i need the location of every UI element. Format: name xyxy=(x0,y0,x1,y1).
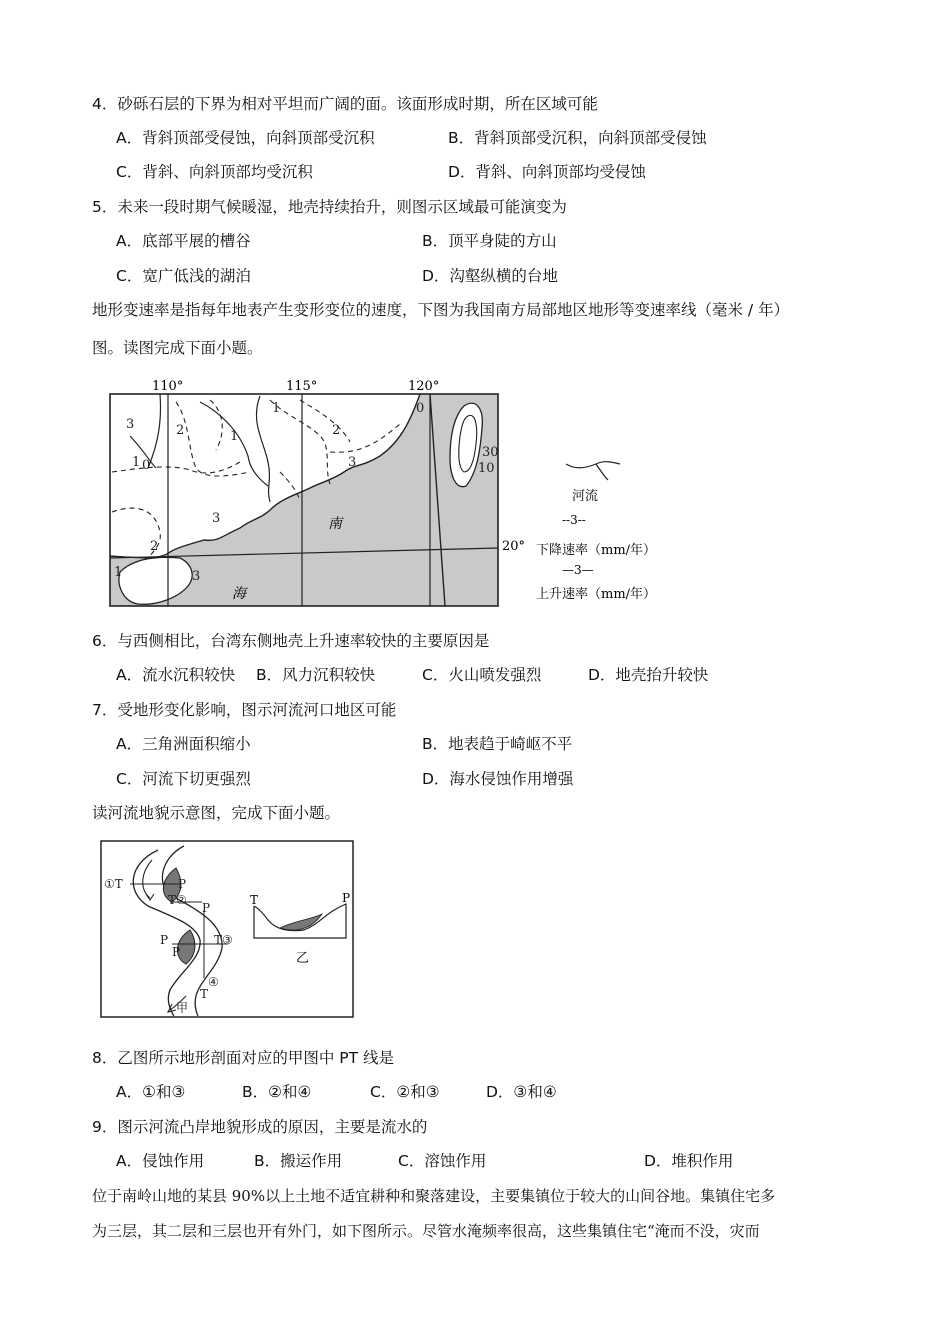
contour-label: 3 xyxy=(348,455,357,470)
jia-label: 甲 xyxy=(176,1001,189,1015)
p-label: P xyxy=(202,901,211,915)
q4-option-b: B．背斜顶部受沉积，向斜顶部受侵蚀 xyxy=(448,129,707,147)
q8-option-b: B．②和④ xyxy=(242,1083,312,1101)
q6-option-b: B．风力沉积较快 xyxy=(256,666,376,684)
q5-option-a: A．底部平展的槽谷 xyxy=(116,232,251,250)
contour-label: 2 xyxy=(176,423,185,438)
q5-option-d: D．沟壑纵横的台地 xyxy=(422,267,558,285)
pt-label-1: ①T xyxy=(104,877,123,891)
q7-stem: 7．受地形变化影响，图示河流河口地区可能 xyxy=(92,701,397,719)
q7-option-c: C．河流下切更强烈 xyxy=(116,770,251,788)
p-label: P xyxy=(160,933,169,947)
yi-label: 乙 xyxy=(296,951,310,966)
p-label: P xyxy=(178,877,187,891)
q9-option-b: B．搬运作用 xyxy=(254,1152,343,1170)
p-label: P xyxy=(172,945,181,959)
lon-120-label: 120° xyxy=(408,379,440,394)
contour-label: 30 xyxy=(482,445,499,460)
contour-label: 2 xyxy=(332,423,341,438)
q8-option-a: A．①和③ xyxy=(116,1083,186,1101)
q7-option-d: D．海水侵蚀作用增强 xyxy=(422,770,574,788)
q9-option-a: A．侵蚀作用 xyxy=(116,1152,205,1170)
t-label: T xyxy=(250,893,259,907)
q6-option-d: D．地壳抬升较快 xyxy=(588,666,709,684)
t-label: T xyxy=(200,987,209,1001)
contour-label: 0 xyxy=(142,458,151,473)
legend-rise-label: 上升速率（mm/年） xyxy=(536,587,657,602)
river-landform-figure xyxy=(100,840,356,1020)
pt-label-3: T③ xyxy=(214,933,233,947)
q4-stem: 4．砂砾石层的下界为相对平坦而广阔的面。该面形成时期，所在区域可能 xyxy=(92,95,598,113)
q4-option-d: D．背斜、向斜顶部均受侵蚀 xyxy=(448,163,646,181)
contour-label: 10 xyxy=(478,461,495,476)
q7-option-b: B．地表趋于崎岖不平 xyxy=(422,735,573,753)
lat-20-label: 20° xyxy=(502,539,526,554)
contour-label: 3 xyxy=(212,511,221,526)
contour-label: 0 xyxy=(416,401,425,416)
q4-option-a: A．背斜顶部受侵蚀，向斜顶部受沉积 xyxy=(116,129,375,147)
intro-nanling-line1: 位于南岭山地的某县 90%以上土地不适宜耕种和聚落建设，主要集镇位于较大的山间谷地。集镇住宅多 xyxy=(92,1187,776,1205)
lon-110-label: 110° xyxy=(152,379,184,394)
p-label: P xyxy=(342,891,351,905)
contour-label: 1 xyxy=(272,401,281,416)
sea-label-sea: 海 xyxy=(232,586,246,602)
q8-option-d: D．③和④ xyxy=(486,1083,557,1101)
legend-rise-symbol: —3— xyxy=(562,563,594,577)
legend-fall-label: 下降速率（mm/年） xyxy=(536,543,657,558)
deformation-rate-map xyxy=(100,372,680,612)
legend-river-icon xyxy=(566,462,620,480)
pt-label-4: ④ xyxy=(208,975,219,989)
q5-stem: 5．未来一段时期气候暖湿，地壳持续抬升，则图示区域最可能演变为 xyxy=(92,198,567,216)
contour-label: 3 xyxy=(192,569,201,584)
q7-option-a: A．三角洲面积缩小 xyxy=(116,735,251,753)
contour-label: 1 xyxy=(132,455,141,470)
intro-deformation-line1: 地形变速率是指每年地表产生变形变位的速度，下图为我国南方局部地区地形等变速率线（毫米 / 年） xyxy=(92,301,790,319)
q6-option-a: A．流水沉积较快 xyxy=(116,666,236,684)
intro-deformation-line2: 图。读图完成下面小题。 xyxy=(92,339,263,357)
q4-option-c: C．背斜、向斜顶部均受沉积 xyxy=(116,163,313,181)
intro-river-figure: 读河流地貌示意图，完成下面小题。 xyxy=(92,804,341,822)
contour-label: 1 xyxy=(230,429,239,444)
lon-115-label: 115° xyxy=(286,379,318,394)
legend-fall-symbol: --3-- xyxy=(562,513,586,527)
sea-label-south: 南 xyxy=(328,516,342,532)
q9-option-d: D．堆积作用 xyxy=(644,1152,734,1170)
q5-option-c: C．宽广低浅的湖泊 xyxy=(116,267,251,285)
q8-option-c: C．②和③ xyxy=(370,1083,440,1101)
q8-stem: 8．乙图所示地形剖面对应的甲图中 PT 线是 xyxy=(92,1049,395,1067)
q6-stem: 6．与西侧相比，台湾东侧地壳上升速率较快的主要原因是 xyxy=(92,632,490,650)
pt-label-2: T② xyxy=(168,893,187,907)
legend-river-label: 河流 xyxy=(572,489,599,504)
q6-option-c: C．火山喷发强烈 xyxy=(422,666,542,684)
intro-nanling-line2: 为三层，其二层和三层也开有外门，如下图所示。尽管水淹频率很高，这些集镇住宅“淹而不没，灾而 xyxy=(92,1222,760,1240)
q5-option-b: B．顶平身陡的方山 xyxy=(422,232,557,250)
contour-label: 2 xyxy=(150,539,159,554)
q9-stem: 9．图示河流凸岸地貌形成的原因，主要是流水的 xyxy=(92,1118,428,1136)
q9-option-c: C．溶蚀作用 xyxy=(398,1152,487,1170)
contour-label: 3 xyxy=(126,417,135,432)
contour-label: 1 xyxy=(114,565,123,580)
